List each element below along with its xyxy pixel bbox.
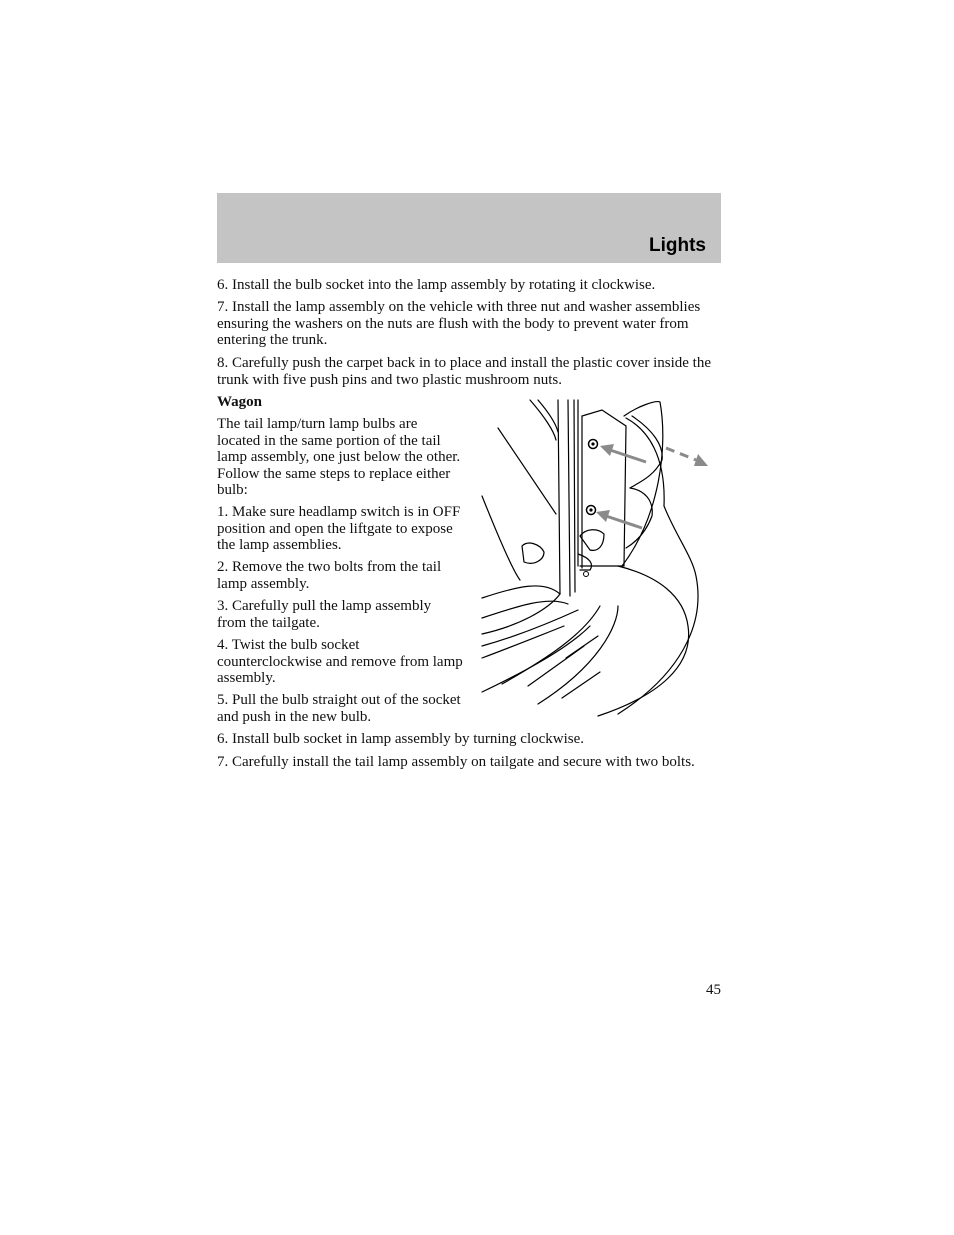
tail-lamp-illustration bbox=[478, 396, 713, 721]
wagon-step-7: 7. Carefully install the tail lamp assembly on tailgate and secure with two bolts. bbox=[217, 754, 695, 770]
upper-bolt-arrow-icon bbox=[610, 450, 646, 462]
wagon-step-4: 4. Twist the bulb socket counterclockwise and remove from lamp assembly. bbox=[217, 637, 463, 686]
wagon-step-3: 3. Carefully pull the lamp assembly from the tailgate. bbox=[217, 598, 432, 631]
wagon-step-1: 1. Make sure headlamp switch is in OFF position and open the liftgate to expose the lamp assemblies. bbox=[217, 504, 461, 553]
wagon-heading: Wagon bbox=[217, 394, 263, 410]
lamp-assembly-bolts bbox=[584, 440, 598, 577]
wagon-step-2: 2. Remove the two bolts from the tail lamp assembly. bbox=[217, 559, 442, 592]
wagon-intro: The tail lamp/turn lamp bulbs are located in the same portion of the tail lamp assembly, one just below the other. Follow the same steps to replace either bulb: bbox=[217, 416, 461, 498]
section-header-band bbox=[217, 193, 721, 263]
page-number: 45 bbox=[706, 982, 721, 998]
wagon-step-6: 6. Install bulb socket in lamp assembly by turning clockwise. bbox=[217, 731, 585, 747]
wagon-step-5: 5. Pull the bulb straight out of the socket and push in the new bulb. bbox=[217, 692, 461, 725]
step-7-top: 7. Install the lamp assembly on the vehicle with three nut and washer assemblies ensuring the washers on the nuts are flush with the body to prevent water from entering the trunk. bbox=[217, 299, 701, 348]
pull-direction-arrow-icon bbox=[666, 448, 696, 460]
step-6-top: 6. Install the bulb socket into the lamp assembly by rotating it clockwise. bbox=[217, 277, 656, 293]
step-8-top: 8. Carefully push the carpet back in to place and install the plastic cover inside the trunk with five push pins and two plastic mushroom nuts. bbox=[217, 355, 712, 388]
section-title: Lights bbox=[649, 235, 706, 256]
